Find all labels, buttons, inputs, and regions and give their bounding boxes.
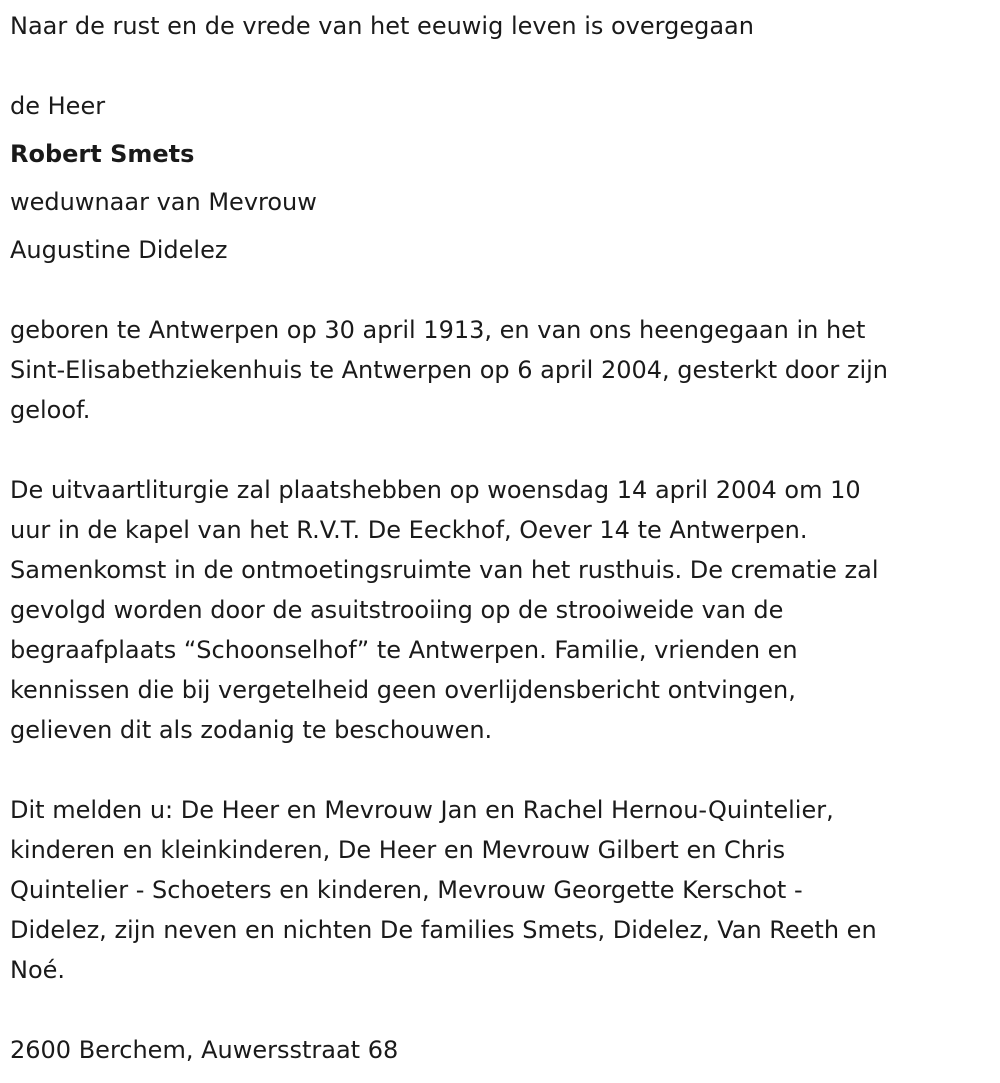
paragraph-line: begraafplaats “Schoonselhof” te Antwerpen. Familie, vrienden en bbox=[10, 636, 798, 664]
paragraph-line: gevolgd worden door de asuitstrooiing op de strooiweide van de bbox=[10, 596, 784, 624]
paragraph-line: uur in de kapel van het R.V.T. De Eeckhof, Oever 14 te Antwerpen. bbox=[10, 516, 808, 544]
widow-line-2: Augustine Didelez bbox=[10, 236, 228, 264]
paragraph-line: gelieven dit als zodanig te beschouwen. bbox=[10, 716, 493, 744]
paragraph-line: kennissen die bij vergetelheid geen overlijdensbericht ontvingen, bbox=[10, 676, 796, 704]
paragraph-line: Sint-Elisabethziekenhuis te Antwerpen op 6 april 2004, gesterkt door zijn bbox=[10, 356, 889, 384]
announcers-paragraph bbox=[10, 790, 995, 990]
paragraph-line: De uitvaartliturgie zal plaatshebben op woensdag 14 april 2004 om 10 bbox=[10, 476, 861, 504]
intro-line: Naar de rust en de vrede van het eeuwig leven is overgegaan bbox=[10, 12, 754, 40]
paragraph-line: Samenkomst in de ontmoetingsruimte van het rusthuis. De crematie zal bbox=[10, 556, 879, 584]
honorific-title: de Heer bbox=[10, 92, 106, 120]
deceased-name: Robert Smets bbox=[10, 140, 195, 168]
address-line: 2600 Berchem, Auwersstraat 68 bbox=[10, 1036, 399, 1064]
paragraph-line: Noé. bbox=[10, 956, 66, 984]
paragraph-line: Quintelier - Schoeters en kinderen, Mevrouw Georgette Kerschot - bbox=[10, 876, 803, 904]
paragraph-line: geloof. bbox=[10, 396, 91, 424]
birth-death-paragraph bbox=[10, 310, 995, 430]
paragraph-line: Didelez, zijn neven en nichten De families Smets, Didelez, Van Reeth en bbox=[10, 916, 877, 944]
paragraph-line: Dit melden u: De Heer en Mevrouw Jan en Rachel Hernou-Quintelier, bbox=[10, 796, 834, 824]
funeral-paragraph bbox=[10, 470, 995, 750]
paragraph-line: kinderen en kleinkinderen, De Heer en Mevrouw Gilbert en Chris bbox=[10, 836, 786, 864]
paragraph-line: geboren te Antwerpen op 30 april 1913, en van ons heengegaan in het bbox=[10, 316, 866, 344]
widow-line-1: weduwnaar van Mevrouw bbox=[10, 188, 317, 216]
